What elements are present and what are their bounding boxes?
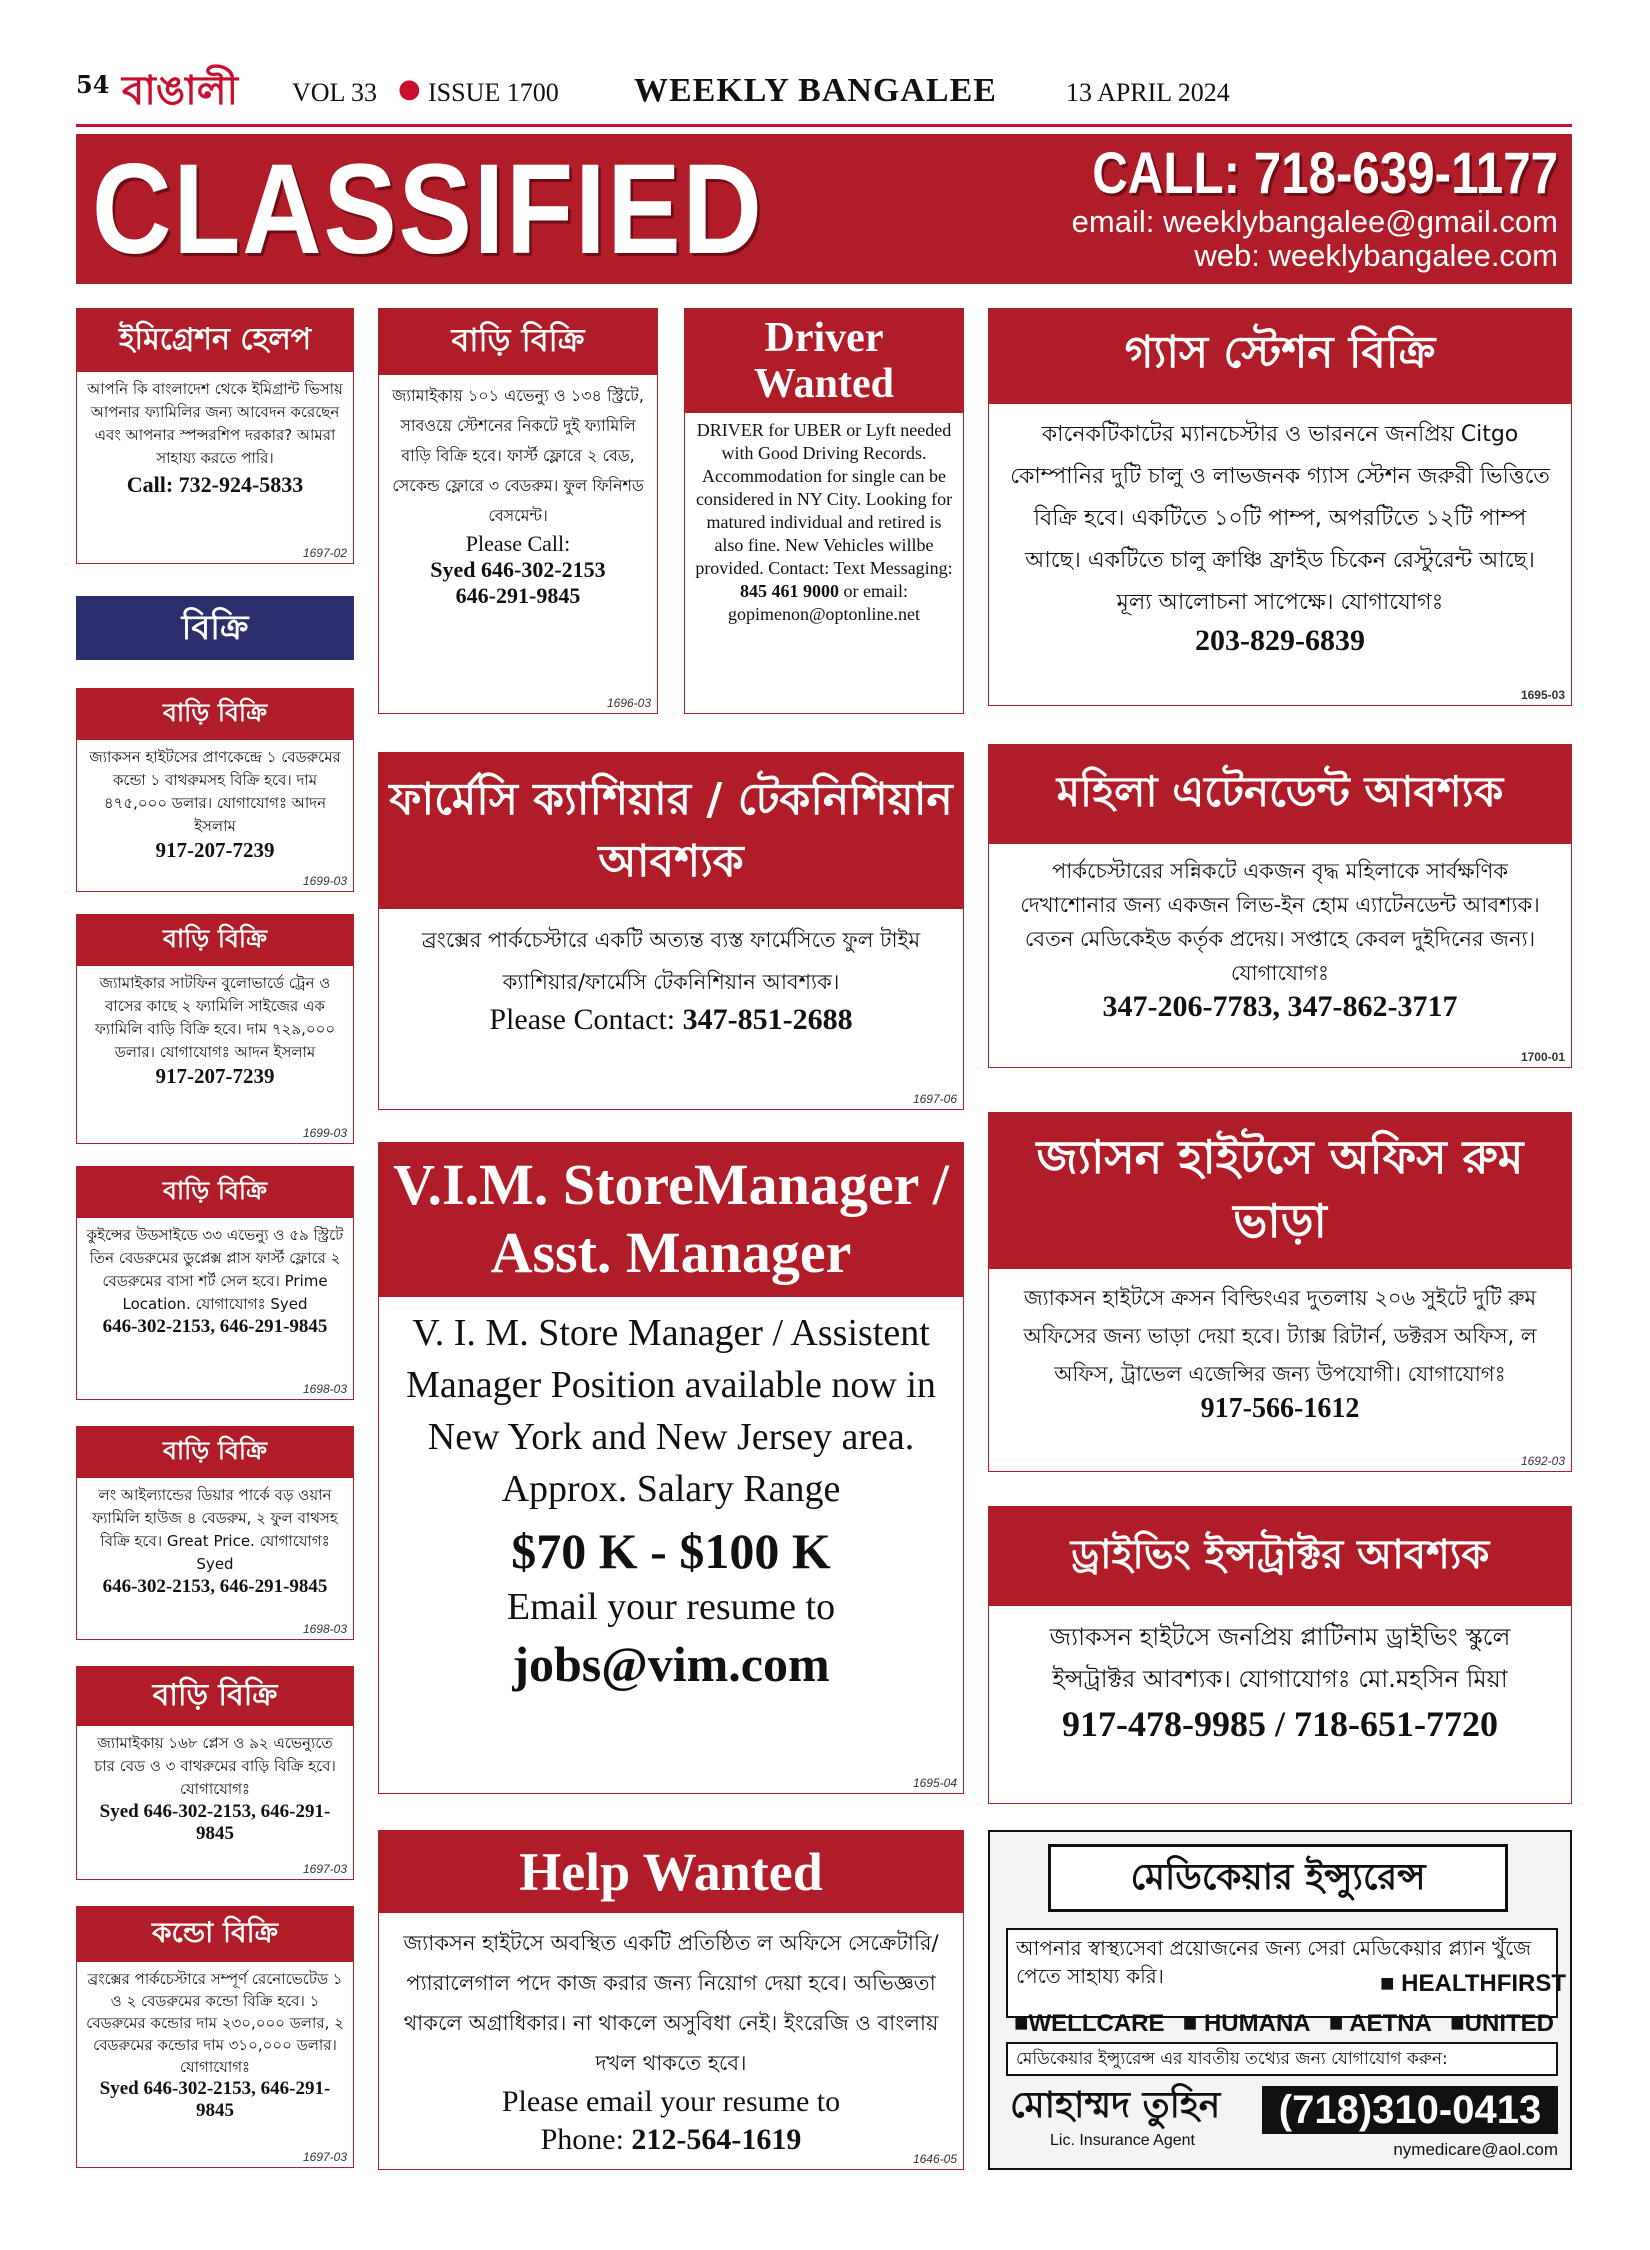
medicare-phone: (718)310-0413 <box>1262 2086 1558 2134</box>
classified-banner <box>76 134 1572 284</box>
pharmacy-phone: 347-851-2688 <box>682 1003 853 1036</box>
issue-date: 13 APRIL 2024 <box>1066 78 1230 107</box>
house-sale-phone: 917-207-7239 <box>155 1064 275 1088</box>
ad-code: 1695-03 <box>1520 688 1565 702</box>
house-sale-ad-1 <box>76 688 354 892</box>
vim-email: jobs@vim.com <box>512 1636 830 1692</box>
medicare-insurance-ad <box>988 1830 1572 2170</box>
pharmacy-ad <box>378 752 964 1110</box>
house-sale-body: লং আইল্যান্ডের ডিয়ার পার্কে বড় ওয়ান ফ্যামিলি হাউজ ৪ বেডরুম, ২ ফুল বাথসহ বিক্রি হবে। Great Price. যোগাযোগঃ Syed <box>92 1486 338 1573</box>
provider-wellcare: ■WELLCARE <box>1014 2010 1165 2037</box>
ad-code: 1646-05 <box>912 2152 957 2166</box>
house-sale-phone: Syed 646-302-2153, 646-291-9845 <box>99 1801 331 1844</box>
house-sale-title: বাড়ি বিক্রি <box>77 1667 353 1726</box>
pharmacy-title: ফার্মেসি ক্যাশিয়ার / টেকনিশিয়ান আবশ্যক <box>379 753 963 909</box>
house-sale-title: বাড়ি বিক্রি <box>77 1167 353 1218</box>
house-sale-body: কুইন্সের উডসাইডে ৩৩ এভেন্যু ও ৫৯ স্ট্রিটে তিন বেডরুমের ডুপ্লেক্স প্লাস ফার্স্ট ফ্লোরে ২ বেডরুমের বাসা শর্ট সেল হবে। Prime Location. যোগাযোগঃ Syed <box>86 1226 344 1313</box>
house-sale-ad-2 <box>76 914 354 1144</box>
help-wanted-phone: 212-564-1619 <box>631 2123 802 2156</box>
help-wanted-email-prefix: Please email your resume to <box>501 2085 841 2118</box>
header-rule <box>76 124 1572 127</box>
provider-name: HEALTHFIRST <box>1401 1970 1567 1997</box>
vim-salary: $70 K - $100 K <box>511 1523 831 1579</box>
vim-manager-ad <box>378 1142 964 1794</box>
ad-code: 1698-03 <box>302 1382 347 1396</box>
house-sale-title: বাড়ি বিক্রি <box>379 309 657 375</box>
provider-healthfirst: ■ HEALTHFIRST <box>1380 1970 1567 1997</box>
condo-sale-ad <box>76 1906 354 2168</box>
house-sale-ad-4 <box>76 1426 354 1640</box>
ad-code: 1697-03 <box>302 1862 347 1876</box>
vim-title: V.I.M. StoreManager / Asst. Manager <box>379 1143 963 1297</box>
driver-wanted-title: Driver Wanted <box>685 309 963 413</box>
agent-name: মোহাম্মদ তুহিন <box>1010 2085 1221 2126</box>
ad-code: 1700-01 <box>1520 1050 1565 1064</box>
office-room-rent-ad <box>988 1112 1572 1472</box>
house-sale-phone-2: 646-291-9845 <box>455 583 581 608</box>
ad-code: 1697-02 <box>302 546 347 560</box>
weekly-bangalee-logo: বাঙালী <box>121 68 239 114</box>
driver-wanted-email: gopimenon@optonline.net <box>727 604 921 624</box>
medicare-title: মেডিকেয়ার ইন্স্যুরেন্স <box>1048 1844 1508 1912</box>
house-sale-ad-top <box>378 308 658 714</box>
driving-instructor-title: ড্রাইভিং ইন্সট্রাক্টর আবশ্যক <box>989 1507 1571 1606</box>
banner-web: web: weeklybangalee.com <box>1194 238 1558 273</box>
vim-email-prefix: Email your resume to <box>506 1586 836 1628</box>
provider-aetna: ■ AETNA <box>1328 2010 1432 2037</box>
issue: ISSUE 1700 <box>428 78 559 107</box>
driving-instructor-phone: 917-478-9985 / 718-651-7720 <box>1062 1704 1498 1744</box>
driver-wanted-body: DRIVER for UBER or Lyft needed with Good Driving Records. Accommodation for single can be considered in NY City. Looking for matured individual and retired is also fine. New Vehicles willbe provided. Contact: Text Messaging: <box>695 420 953 578</box>
house-sale-body: জ্যাকসন হাইটসের প্রাণকেন্দ্রে ১ বেডরুমের কন্ডো ১ বাথরুমসহ বিক্রি হবে। দাম ৪৭৫,০০০ ডলার। যোগাযোগঃ আদন ইসলাম <box>89 748 341 835</box>
vim-body: V. I. M. Store Manager / Assistent Manager Position available now in New York and New Jersey area. Approx. Salary Range <box>406 1312 936 1510</box>
driver-wanted-phone: 845 461 9000 <box>740 581 839 601</box>
female-attendant-ad <box>988 744 1572 1068</box>
separator-dot-icon: ● <box>398 74 421 104</box>
provider-humana: ■ HUMANA <box>1182 2010 1311 2037</box>
ad-code: 1696-03 <box>606 696 651 710</box>
medicare-email: nymedicare@aol.com <box>1393 2140 1558 2159</box>
gas-station-sale-ad <box>988 308 1572 706</box>
office-room-phone: 917-566-1612 <box>1200 1393 1360 1424</box>
driving-instructor-body: জ্যাকসন হাইটসে জনপ্রিয় প্লাটিনাম ড্রাইভিং স্কুলে ইন্সট্রাক্টর আবশ্যক। যোগাযোগঃ মো.মহসিন মিয়া <box>1049 1623 1511 1693</box>
immigration-phone: Call: 732-924-5833 <box>126 472 304 497</box>
house-sale-body: জ্যামাইকার সাটফিন বুলোভার্ডে ট্রেন ও বাসের কাছে ২ ফ্যামিলি সাইজের এক ফ্যামিলি বাড়ি বিক্রি হবে। দাম ৭২৯,০০০ ডলার। যোগাযোগঃ আদন ইসলাম <box>94 974 336 1061</box>
attendant-body: পার্কচেস্টারের সন্নিকটে একজন বৃদ্ধ মহিলাকে সার্বক্ষণিক দেখাশোনার জন্য একজন লিভ-ইন হোম এ্যাটেনডেন্ট আবশ্যক। বেতন মেডিকেইড কর্তৃক প্রদেয়। সপ্তাহে কেবল দুইদিনের জন্য। যোগাযোগঃ <box>1020 859 1540 985</box>
house-sale-phone: 646-302-2153, 646-291-9845 <box>102 1316 328 1337</box>
house-sale-body: জ্যামাইকায় ১৬৮ প্লেস ও ৯২ এভেন্যুতে চার বেড ও ৩ বাথরুমের বাড়ি বিক্রি হবে। যোগাযোগঃ <box>94 1734 336 1798</box>
help-wanted-phone-label: Phone: <box>540 2123 624 2156</box>
banner-call: CALL: 718-639-1177 <box>1092 141 1558 206</box>
house-sale-ad-5 <box>76 1666 354 1880</box>
page-number: 54 <box>76 70 110 99</box>
condo-sale-title: কন্ডো বিক্রি <box>77 1907 353 1962</box>
help-wanted-body: জ্যাকসন হাইটসে অবস্থিত একটি প্রতিষ্ঠিত ল অফিসে সেক্রেটারি/প্যারালেগাল পদে কাজ করার জন্য নিয়োগ দেয়া হবে। অভিজ্ঞতা থাকলে অগ্রাধিকার। না থাকলে অসুবিধা নেই। ইংরেজি ও বাংলায় দখল থাকতে হবে। <box>403 1931 939 2075</box>
ad-code: 1692-03 <box>1520 1454 1565 1468</box>
immigration-ad <box>76 308 354 564</box>
gas-station-phone: 203-829-6839 <box>1195 624 1365 657</box>
paper-name: WEEKLY BANGALEE <box>634 72 997 109</box>
house-sale-phone-1: Syed 646-302-2153 <box>430 557 606 582</box>
house-sale-title: বাড়ি বিক্রি <box>77 689 353 740</box>
condo-sale-phone: Syed 646-302-2153, 646-291-9845 <box>99 2078 331 2121</box>
ad-code: 1699-03 <box>302 874 347 888</box>
medicare-line2: মেডিকেয়ার ইন্স্যুরেন্স এর যাবতীয় তথ্যের জন্য যোগাযোগ করুন: <box>1006 2042 1558 2076</box>
ad-code: 1697-06 <box>912 1092 957 1106</box>
house-sale-title: বাড়ি বিক্রি <box>77 1427 353 1478</box>
house-sale-phone: 917-207-7239 <box>155 838 275 862</box>
banner-email: email: weeklybangalee@gmail.com <box>1071 204 1558 239</box>
volume: VOL 33 <box>292 78 377 107</box>
agent-title: Lic. Insurance Agent <box>1050 2132 1195 2149</box>
attendant-title: মহিলা এটেনডেন্ট আবশ্যক <box>989 745 1571 844</box>
immigration-title: ইমিগ্রেশন হেলপ <box>77 309 353 372</box>
driver-wanted-email-prefix: or email: <box>843 581 908 601</box>
attendant-phone: 347-206-7783, 347-862-3717 <box>1102 990 1458 1023</box>
section-sale-header: বিক্রি <box>76 596 354 660</box>
help-wanted-title: Help Wanted <box>379 1831 963 1913</box>
office-room-body: জ্যাকসন হাইটসে ক্রসন বিল্ডিংএর দুতলায় ২০৬ সুইটে দুটি রুম অফিসের জন্য ভাড়া দেয়া হবে। ট্যাক্স রিটার্ন, ডক্টরস অফিস, ল অফিস, ট্রাভেল এজেন্সির জন্য উপযোগী। যোগাযোগঃ <box>1023 1286 1537 1386</box>
ad-code: 1699-03 <box>302 1126 347 1140</box>
provider-list <box>1014 2010 1554 2038</box>
office-room-title: জ্যাসন হাইটসে অফিস রুম ভাড়া <box>989 1113 1571 1269</box>
banner-title: CLASSIFIED <box>92 138 764 281</box>
ad-code: 1698-03 <box>302 1622 347 1636</box>
house-sale-contact: Please Call: <box>465 531 571 556</box>
provider-united: ■UNITED <box>1450 2010 1554 2037</box>
house-sale-phone: 646-302-2153, 646-291-9845 <box>102 1576 328 1597</box>
driving-instructor-ad <box>988 1506 1572 1804</box>
house-sale-ad-3 <box>76 1166 354 1400</box>
house-sale-title: বাড়ি বিক্রি <box>77 915 353 966</box>
gas-station-body: কানেকটিকাটের ম্যানচেস্টার ও ভারননে জনপ্রিয় Citgo কোম্পানির দুটি চালু ও লাভজনক গ্যাস স্টেশন জরুরী ভিত্তিতে বিক্রি হবে। একটিতে ১০টি পাম্প, অপরটিতে ১২টি পাম্প আছে। একটিতে চালু ক্রাঞ্চি ফ্রাইড চিকেন রেস্টুরেন্ট আছে। মূল্য আলোচনা সাপেক্ষে। যোগাযোগঃ <box>1010 422 1550 615</box>
driver-wanted-ad <box>684 308 964 714</box>
help-wanted-ad <box>378 1830 964 2170</box>
medicare-line1: আপনার স্বাস্থ্যসেবা প্রয়োজনের জন্য সেরা মেডিকেয়ার প্ল্যান খুঁজে পেতে সাহায্য করি। <box>1006 1928 1558 2018</box>
immigration-body: আপনি কি বাংলাদেশ থেকে ইমিগ্রান্ট ভিসায় আপনার ফ্যামিলির জন্য আবেদন করেছেন এবং আপনার স্পন্সরশিপ দরকার? আমরা সাহায্য করতে পারি। <box>87 380 343 467</box>
ad-code: 1697-03 <box>302 2150 347 2164</box>
house-sale-body: জ্যামাইকায় ১০১ এভেন্যু ও ১৩৪ স্ট্রিটে, সাবওয়ে স্টেশনের নিকটে দুই ফ্যামিলি বাড়ি বিক্রি হবে। ফার্স্ট ফ্লোরে ২ বেড, সেকেন্ড ফ্লোরে ৩ বেডরুম। ফুল ফিনিশড বেসমেন্ট। <box>392 386 644 525</box>
ad-code: 1695-04 <box>912 1776 957 1790</box>
pharmacy-contact-label: Please Contact: <box>489 1003 676 1036</box>
gas-station-title: গ্যাস স্টেশন বিক্রি <box>989 309 1571 404</box>
pharmacy-body: ব্রংক্সের পার্কচেস্টারে একটি অত্যন্ত ব্যস্ত ফার্মেসিতে ফুল টাইম ক্যাশিয়ার/ফার্মেসি টেকনিশিয়ান আবশ্যক। <box>421 928 921 994</box>
condo-sale-body: ব্রংক্সের পার্কচেস্টারে সম্পূর্ণ রেনোভেটেড ১ ও ২ বেডরুমের কন্ডো বিক্রি হবে। ১ বেডরুমের কন্ডোর দাম ২৩০,০০০ ডলার, ২ বেডরুমের কন্ডোর দাম ৩১০,০০০ ডলার। যোগাযোগঃ <box>86 1970 344 2076</box>
